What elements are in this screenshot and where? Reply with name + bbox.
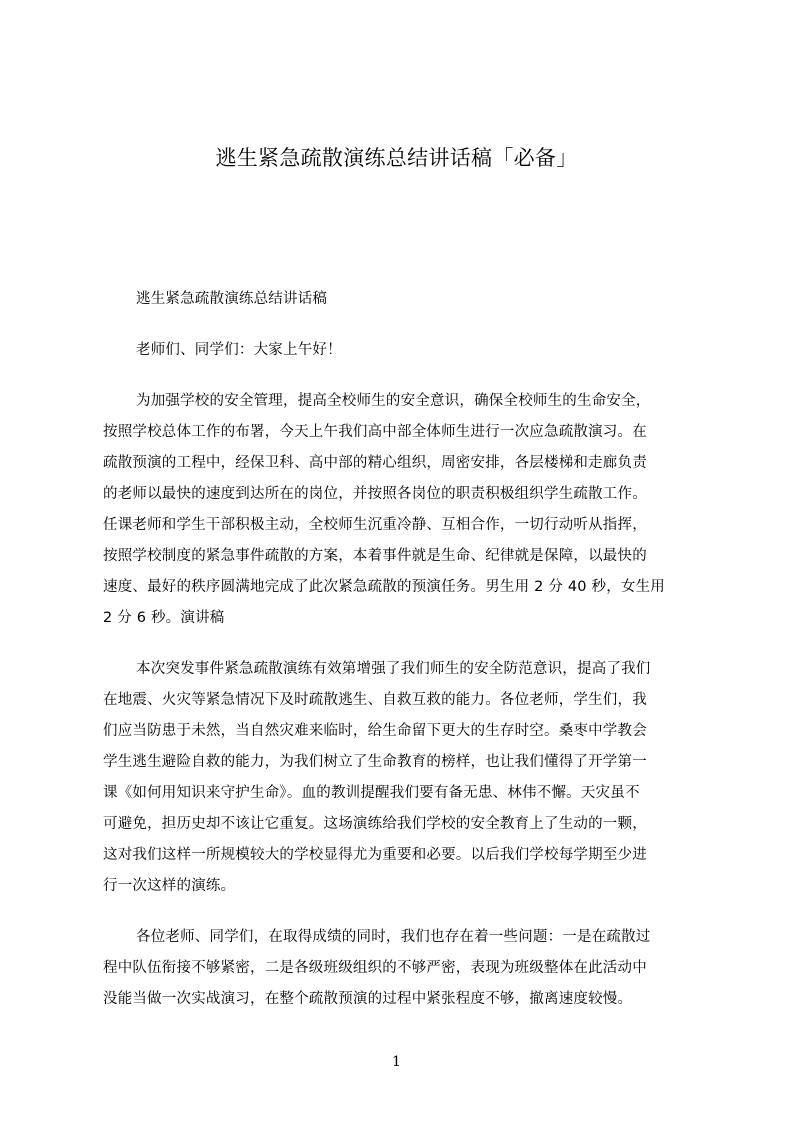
text-line: 课《如何用知识来守护生命》。血的教训提醒我们要有备无患、林伟不懈。天灾虽不	[103, 785, 640, 801]
document-body	[103, 284, 697, 1015]
paragraph-gap	[103, 634, 697, 654]
paragraph	[103, 922, 697, 1015]
text-line: 程中队伍衔接不够紧密，二是各级班级组织的不够严密，表现为班级整体在此活动中	[103, 960, 647, 976]
text-line: 本次突发事件紧急疏散演练有效第增强了我们师生的安全防范意识，提高了我们	[136, 661, 651, 677]
text-line: 可避免，担历史却不该让它重复。这场演练给我们学校的安全教育上了生动的一颗，	[103, 816, 647, 832]
text-line: 按照学校总体工作的布署，今天上午我们高中部全体师生进行一次应急疏散演习。在	[103, 424, 647, 440]
text-line: 各位老师、同学们，在取得成绩的同时，我们也存在着一些问题：一是在疏散过	[136, 929, 651, 945]
document-title: 逃生紧急疏散演练总结讲话稿「必备」	[215, 146, 578, 170]
paragraph-gap	[103, 315, 697, 335]
text-line: 学生逃生避险自救的能力，为我们树立了生命教育的榜样，也让我们懂得了开学第一	[103, 754, 647, 770]
text-line: 们应当防患于未然，当自然灾难来临时，给生命留下更大的生存时空。桑枣中学教会	[103, 723, 647, 739]
text-line: 没能当做一次实战演习，在整个疏散预演的过程中紧张程度不够，撤离速度较慢。	[103, 991, 633, 1007]
text-line: 2 分 6 秒。演讲稿	[103, 610, 225, 626]
text-line: 行一次这样的演练。	[103, 878, 236, 894]
text-line: 老师们、同学们：大家上午好！	[136, 342, 342, 358]
paragraph	[103, 284, 697, 315]
paragraph	[103, 335, 697, 366]
paragraph	[103, 386, 697, 634]
text-line: 的老师以最快的速度到达所在的岗位，并按照各岗位的职责积极组织学生疏散工作。	[103, 486, 647, 502]
text-line: 疏散预演的工程中，经保卫科、高中部的精心组织，周密安排，各层楼梯和走廊负责	[103, 455, 647, 471]
text-line: 这对我们这样一所规模较大的学校显得尤为重要和必要。以后我们学校每学期至少进	[103, 847, 647, 863]
text-line: 逃生紧急疏散演练总结讲话稿	[136, 291, 328, 307]
text-line: 速度、最好的秩序圆满地完成了此次紧急疏散的预演任务。男生用 2 分 40 秒，女生用	[103, 579, 666, 595]
text-line: 为加强学校的安全管理，提高全校师生的安全意识，确保全校师生的生命安全，	[136, 393, 651, 409]
page-number: 1	[392, 1054, 401, 1070]
text-line: 任课老师和学生干部积极主动，全校师生沉重冷静、互相合作，一切行动听从指挥，	[103, 517, 647, 533]
text-line: 在地震、火灾等紧急情况下及时疏散逃生、自救互救的能力。各位老师，学生们，我	[103, 692, 647, 708]
paragraph	[103, 654, 697, 902]
paragraph-gap	[103, 902, 697, 922]
text-line: 按照学校制度的紧急事件疏散的方案，本着事件就是生命、纪律就是保障，以最快的	[103, 548, 647, 564]
paragraph-gap	[103, 366, 697, 386]
